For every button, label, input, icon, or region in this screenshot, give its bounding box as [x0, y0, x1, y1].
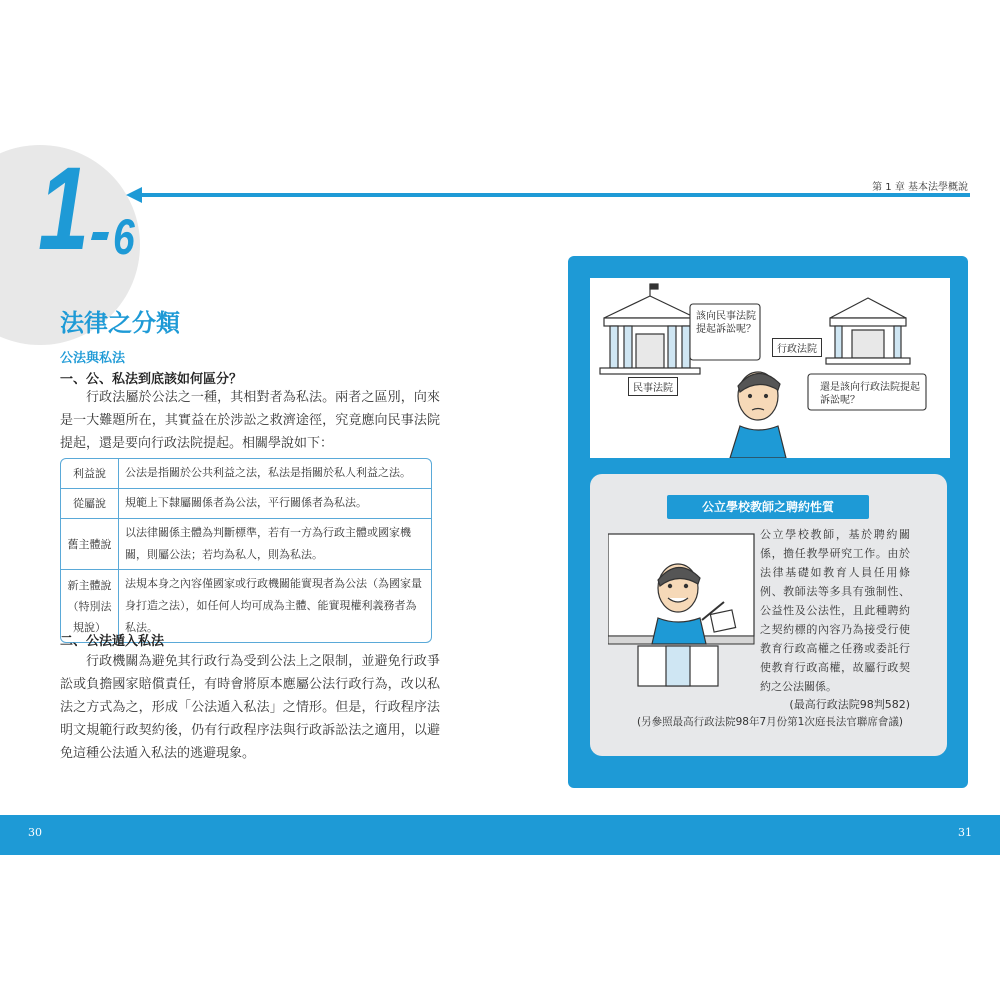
table-row-value: 規範上下隸屬關係者為公法，平行關係者為私法。: [125, 496, 367, 509]
teacher-illustration: [608, 528, 758, 688]
theory-table: [60, 458, 432, 643]
thought-bubble-civil: 該向民事法院提起訴訟呢？: [696, 311, 756, 335]
table-row-value: 公法是指關於公共利益之法，私法是指關於私人利益之法。: [125, 466, 411, 479]
case-reference: (最高行政法院98判582): [789, 698, 910, 711]
civil-court-roof: [604, 296, 696, 318]
page-number-right: 31: [958, 826, 972, 839]
table-row-key: 利益說: [61, 459, 119, 488]
question-heading-1: 一、公、私法到底該如何區分？: [60, 372, 243, 387]
info-card-title: 公立學校教師之聘約性質: [667, 495, 869, 519]
table-row-key: 舊主體說: [61, 519, 119, 569]
section-number-minor: 6: [113, 209, 135, 265]
table-row-value: 以法律關係主體為判斷標準，若有一方為行政主體或國家機關，則屬公法；若均為私人，則為私法。: [125, 526, 411, 561]
page-number-left: 30: [28, 826, 42, 839]
section-number-major: 1: [38, 143, 90, 275]
paragraph-1: [60, 386, 440, 455]
table-row: [61, 488, 431, 518]
paragraph-1-text: 行政法屬於公法之一種，其相對者為私法。兩者之區別，向來是一大難題所在，其實益在於涉訟之救濟途徑，究竟應向民事法院提起，還是要向行政法院提起。相關學說如下：: [60, 390, 440, 451]
thought-bubble-admin: 還是該向行政法院提起訴訟呢？: [820, 382, 920, 406]
table-row: [61, 459, 431, 488]
admin-court-label: 行政法院: [772, 338, 822, 357]
header-rule: [140, 193, 970, 197]
meeting-reference: (另參照最高行政法院98年7月份第1次庭長法官聯席會議): [637, 716, 903, 728]
info-card-body: 公立學校教師，基於聘約關係，擔任教學研究工作。由於法律基礎如教育人員任用條例、教師法等多具有強制性、公益性及公法性，且此種聘約之契約標的內容乃為接受行使教育行政高權之任務或委託行使教育行政高權，故屬行政契約之公法關係。: [760, 528, 910, 693]
question-heading-2: 二、公法遁入私法: [60, 634, 165, 649]
table-row-key: 新主體說（特別法規說）: [61, 570, 119, 642]
table-row-key: 從屬說: [61, 489, 119, 518]
table-row: [61, 518, 431, 569]
paragraph-2-text: 行政機關為避免其行政行為受到公法上之限制，並避免行政爭訟或負擔國家賠償責任，有時會將原本應屬公法行政行為，改以私法之方式為之，形成「公法遁入私法」之情形。但是，行政程序法明文規範行政契約後，仍有行政程序法與行政訴訟法之適用，以避免這種公法遁入私法的逃避現象。: [60, 654, 440, 761]
courts-drawing: [590, 278, 950, 458]
courts-illustration: [590, 278, 950, 458]
subsection-title: 公法與私法: [60, 351, 126, 366]
civil-court-beam: [604, 318, 696, 326]
page-title: 法律之分類: [60, 309, 180, 337]
paragraph-2: [60, 650, 440, 765]
section-number-dash: [91, 232, 109, 240]
table-row-value: 法規本身之內容僅國家或行政機關能實現者為公法（為國家量身打造之法），如任何人均可成為主體、能實現權利義務者為私法。: [125, 577, 422, 634]
civil-court-label: 民事法院: [628, 377, 678, 396]
chapter-label: 第 1 章 基本法學概說: [872, 182, 968, 193]
footer-band: [0, 815, 1000, 855]
